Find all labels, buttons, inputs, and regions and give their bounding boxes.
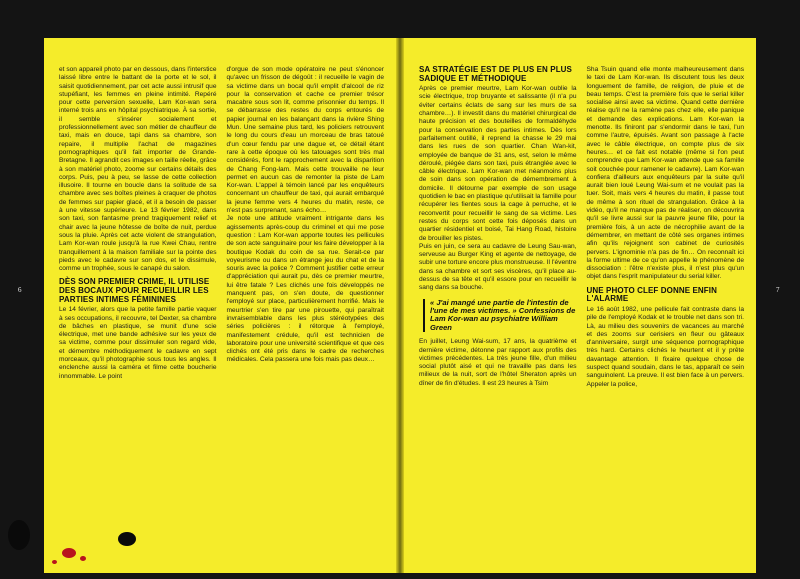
section-heading: SA STRATÉGIE EST DE PLUS EN PLUS SADIQUE ET MÉTHODIQUE [419, 65, 572, 83]
right-column-2 [587, 66, 745, 567]
blood-splatter-decoration [80, 556, 86, 561]
section-heading: UNE PHOTO CLEF DONNE ENFIN L'ALARME [586, 285, 717, 304]
section-heading: DÈS SON PREMIER CRIME, IL UTILISE DES BOCAUX POUR RECUEILLIR LES PARTIES INTIMES FÉMININES [59, 277, 210, 304]
blood-splatter-decoration [52, 560, 57, 564]
paragraph: Le 16 août 1982, une pellicule fait contraste dans la pile de l'employé Kodak et le trouble net dans son tri. Là, au milieu des souvenirs de vacances au marché et des zooms sur cerisiers en fleur ou gâteaux d'anniversaire, surgit une séquence pornographique très hard. Certains clichés le heurtent et il y prête davantage attention. Il fixaire quelque chose de suspect quand soudain, dans le tas, apparaît ce sein sanguinolent. La preuve. Il est bien face à un pervers. Appeler la police, [586, 305, 744, 388]
left-page [44, 38, 396, 573]
right-page-columns [419, 66, 744, 567]
blood-splatter-decoration [62, 548, 76, 558]
ink-splatter-decoration [8, 520, 30, 550]
paragraph: Le 14 février, alors que la petite famille partie vaquer à ses occupations, il recouvre, tel Dexter, sa chambre de bâches en plastique, se munit d'une scie électrique, met une bande adhésive sur les yeux de sa victime, comme pour dissimuler son regard vide, et démembre méthodiquement le cadavre en sept morceaux, qu'il photographie sous tous les angles. Il enclenche aussi la caméra et filme cette boucherie innommable. Le point [59, 306, 217, 380]
paragraph: et son appareil photo par en dessous, dans l'interstice laissé libre entre le battant de la porte et le sol, il saisit quotidiennement, par cet acte aussi intrusif que stupéfiant, les femmes en pleine intimité. Repéré pour cette perversion sexuelle, Lam Kor-wan sera interné trois ans en hôpital psychiatrique. À sa sortie, il semble s'insérer socialement et professionnellement avec son métier de chauffeur de taxi, mais en douce, tapi dans sa chambre, son repaire, il multiplie l'achat de magazines pornographiques qu'il fait importer de Grande-Bretagne. Il agrandit ces images en taille réelle, grâce à son matériel photo, zoome sur certains détails des corps. Puis, peu à peu, se lasse de cette collection illusoire. Il tourne en boucle dans la solitude de sa chambre avec ses boîtes pleines à craquer de photos de femmes sur papier glacé, et il a besoin de passer à une vitesse supérieure. Le 13 février 1982, dans son taxi, son fantasme prend tragiquement relief et chair avec la jeune hôtesse de boîte de nuit, perdue sous la pluie. Après cet acte violent de strangulation, Lam Kor-wan roule jusqu'à la rue Kwei Chau, rentre tranquillement à la maison familiale sur la pointe des pieds avec le cadavre sur son dos, et le dissimule, comme un trophée, sous le canapé du salon. [59, 66, 217, 273]
left-column-1 [59, 66, 217, 567]
paragraph: En juillet, Leung Wai-sum, 17 ans, la quatrième et dernière victime, détonne par rapport aux profils des victimes précédentes. La très jeune fille, d'un milieu social plutôt aisé et qui ne travaille pas dans les milieux de la nuit, sort de l'hôtel Sheraton après un dîner de fin d'études. Il est 23 heures à Tsim [419, 338, 577, 387]
left-column-2 [227, 66, 385, 567]
paragraph: Sha Tsuin quand elle monte malheureusement dans le taxi de Lam Kor-wan. Ils discutent tous les deux longuement de famille, de religion, de pluie et de beau temps. C'est la première fois que le serial killer socialise ainsi avec sa victime. Quand cette dernière réalise qu'il ne la ramène pas chez elle, elle panique et demande des explications. Lam Kor-wan la menotte. Ils finiront par s'endormir dans le taxi, l'un comme l'autre, épuisés. Avant son passage à l'acte avec le câble électrique, on compte plus de six heures… et ce fait est notable (même si l'on peut comprendre que Lam Kor-wan attende que sa famille soit couchée pour ramener le cadavre). Lam Kor-wan confiera d'ailleurs aux enquêteurs par la suite qu'il aurait bien loué Leung Wai-sum et ne voulait pas la tuer. Soit, mais vers 4 heures du matin, il passe tout de même à son rituel de strangulation. Grâce à la vidéo, qu'il ne manque pas de réaliser, on découvrira qu'il se livre aussi sur la pauvre jeune fille, pour la première fois, à un acte de nécrophilie avant de la démembrer, en mettant de côté ses organes intimes afin qu'ils rejoignent son cabinet de curiosités pervers. L'ignominie n'a pas de fin… On reconnaît ici la forme ultime de ce qu'on appelle le phénomène de dissociation : l'être n'existe plus, il n'est plus qu'un objet dans l'esprit manipulateur du serial killer. [586, 66, 744, 281]
paragraph: Je note une attitude vraiment intrigante dans les agissements après-coup du criminel et qui me pose question : Lam Kor-wan apporte toutes les pellicules de son acte sanguinaire pour les faire développer à la boutique Kodak du coin de sa rue. Serait-ce par voyeurisme ou dans un étrange jeu du chat et de la souris avec la police ? Comment justifier cette erreur d'appréciation qui aurait pu, dès ce premier meurtre, lui être fatale ? Les clichés une fois développés ne manquent pas, on s'en doute, de questionner l'employé sur place, particulièrement horrifié. Mais le meurtrier s'en tire par une pirouette, qui paraîtrait invraisemblable dans les plus stéréotypées des séries policières : il rétorque à l'employé, manifestement crédule, qu'il est technicien de laboratoire pour une université scientifique et que ces clichés ont été pris dans le cadre de recherches médicales. Cela passera une fois mais pas deux… [226, 215, 384, 364]
page-number-left: 6 [18, 286, 22, 294]
paragraph: Après ce premier meurtre, Lam Kor-wan oublie la scie électrique, trop bruyante et salissante (il n'a pu éviter certains éclats de sang sur les murs de sa chambre…). Il investit dans du matériel chirurgical de haute précision et des bouteilles de formaldéhyde pour la conservation des parties intimes. Dès lors parfaitement outillé, il reprend la chasse le 29 mai dans les rues de son quartier. Chan Wan-kit, employée de banque de 31 ans, est, selon le même déroulé, piégée dans son taxi, puis étranglée avec le câble électrique. Lam Kor-wan met néanmoins plus de soin dans son opération de démembrement à domicile. Il détourne par exemple de son usage quotidien le bac en plastique qu'utilisait la famille pour récupérer les fientes sous la cage à perruche, et le reconvertit pour recueillir le sang de sa victime. Les restes du corps sont cette fois déposés dans un quartier résidentiel et boisé, Tai Hang Road, histoire de brouiller les pistes. [419, 85, 577, 242]
page-number-right: 7 [776, 286, 780, 294]
book-spine [396, 38, 404, 573]
ink-splatter-decoration [118, 532, 136, 546]
pull-quote: « J'ai mangé une partie de l'intestin de l'une de mes victimes. » Confessions de Lam Kor-wan au psychiatre William Green [423, 299, 577, 333]
paragraph: Puis en juin, ce sera au cadavre de Leung Sau-wan, serveuse au Burger King et agente de nettoyage, de subir une torture encore plus monstrueuse. Il l'éventre dans sa chambre et sort ses viscères, qu'il place au-dessus de sa tête et qu'il essore pour en recueillir le sang dans sa bouche. [419, 242, 577, 292]
right-page [404, 38, 756, 573]
paragraph: d'orgue de son mode opératoire ne peut s'énoncer qu'avec un frisson de dégoût : il recueille le vagin de sa victime dans un bocal qu'il emplit d'alcool de riz pour la conservation et cache ce premier trésor macabre sous son lit, comme prisonnier du temps. Il se débarrasse des restes du corps entourés de papier journal en les balançant dans la rivière Shing Mun. Une semaine plus tard, les policiers retrouvent le long du cours d'eau un morceau de bras tatoué d'un cœur fendu par une dague et, ce détail étant rare à cette époque où les tatouages sont très mal considérés, font le rapprochement avec la disparition de Chang Fong-lam. Mais cette trouvaille ne leur permet en aucun cas de remonter la piste de Lam Kor-wan. L'appel à témoin lancé par les enquêteurs concernant un chauffeur de taxi, qui aurait embarqué la jeune femme vers 4 heures du matin, reste, ce n'est pas surprenant, sans écho… [226, 66, 384, 215]
left-page-columns [59, 66, 384, 567]
right-column-1 [419, 66, 577, 567]
